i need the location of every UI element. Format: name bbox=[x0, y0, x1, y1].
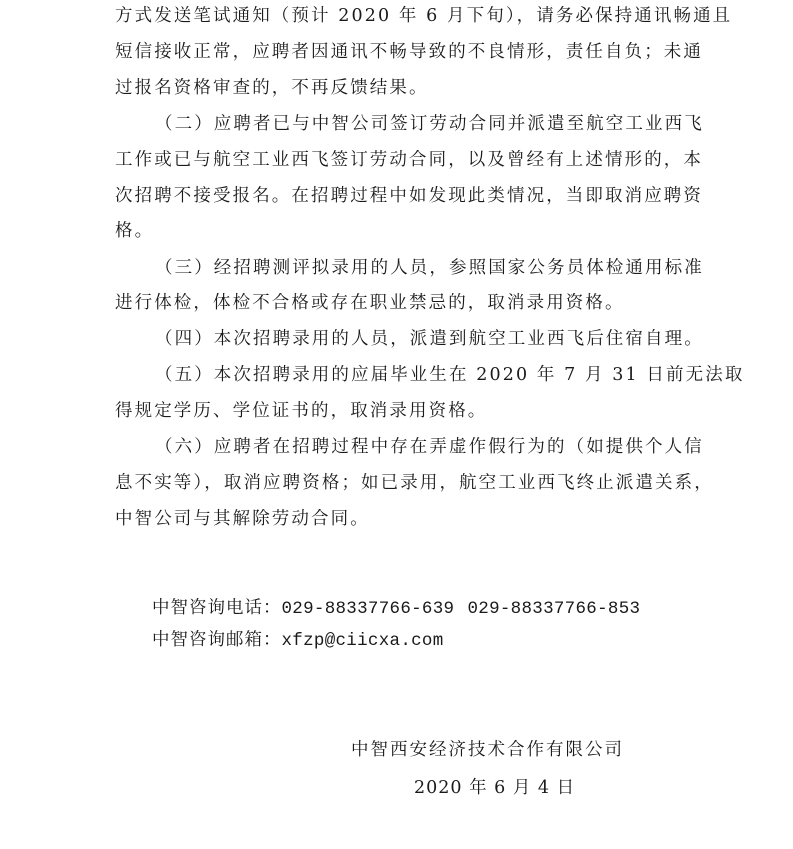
body-text-line: 进行体检，体检不合格或存在职业禁忌的，取消录用资格。 bbox=[115, 293, 625, 313]
body-text-line: 过报名资格审查的，不再反馈结果。 bbox=[115, 78, 429, 98]
body-text-line: 工作或已与航空工业西飞签订劳动合同，以及曾经有上述情形的，本 bbox=[115, 150, 703, 170]
signature-date: 2020 年 6 月 4 日 bbox=[414, 778, 576, 798]
contact-email bbox=[152, 628, 444, 653]
contact-phone-number-1: 029-88337766-639 bbox=[281, 599, 455, 619]
signature-organization: 中智西安经济技术合作有限公司 bbox=[351, 740, 624, 760]
body-text-line: （四）本次招聘录用的人员，派遣到航空工业西飞后住宿自理。 bbox=[155, 329, 704, 349]
body-text-line: 息不实等），取消应聘资格；如已录用，航空工业西飞终止派遣关系， bbox=[115, 473, 714, 493]
contact-phone-label: 中智咨询电话： bbox=[152, 598, 282, 618]
contact-phone-number-2: 029-88337766-853 bbox=[467, 599, 641, 619]
contact-phone bbox=[152, 596, 640, 621]
contact-email-label: 中智咨询邮箱： bbox=[152, 630, 282, 650]
body-text-line: （三）经招聘测评拟录用的人员，参照国家公务员体检通用标准 bbox=[155, 258, 704, 278]
body-text-line: （六）应聘者在招聘过程中存在弄虚作假行为的（如提供个人信 bbox=[155, 437, 704, 457]
body-text-line: 次招聘不接受报名。在招聘过程中如发现此类情况，当即取消应聘资 bbox=[115, 186, 703, 206]
contact-email-address[interactable]: xfzp@ciicxa.com bbox=[281, 631, 444, 651]
body-text-line: 得规定学历、学位证书的，取消录用资格。 bbox=[115, 401, 488, 421]
body-text-line: 格。 bbox=[115, 221, 155, 241]
body-text-line: （二）应聘者已与中智公司签订劳动合同并派遣至航空工业西飞 bbox=[155, 114, 704, 134]
body-text-line: 方式发送笔试通知（预计 2020 年 6 月下旬），请务必保持通讯畅通且 bbox=[115, 6, 733, 26]
body-text-line: 中智公司与其解除劳动合同。 bbox=[115, 509, 370, 529]
body-text-line: （五）本次招聘录用的应届毕业生在 2020 年 7 月 31 日前无法取 bbox=[155, 365, 745, 385]
body-text-line: 短信接收正常，应聘者因通讯不畅导致的不良情形，责任自负；未通 bbox=[115, 42, 703, 62]
